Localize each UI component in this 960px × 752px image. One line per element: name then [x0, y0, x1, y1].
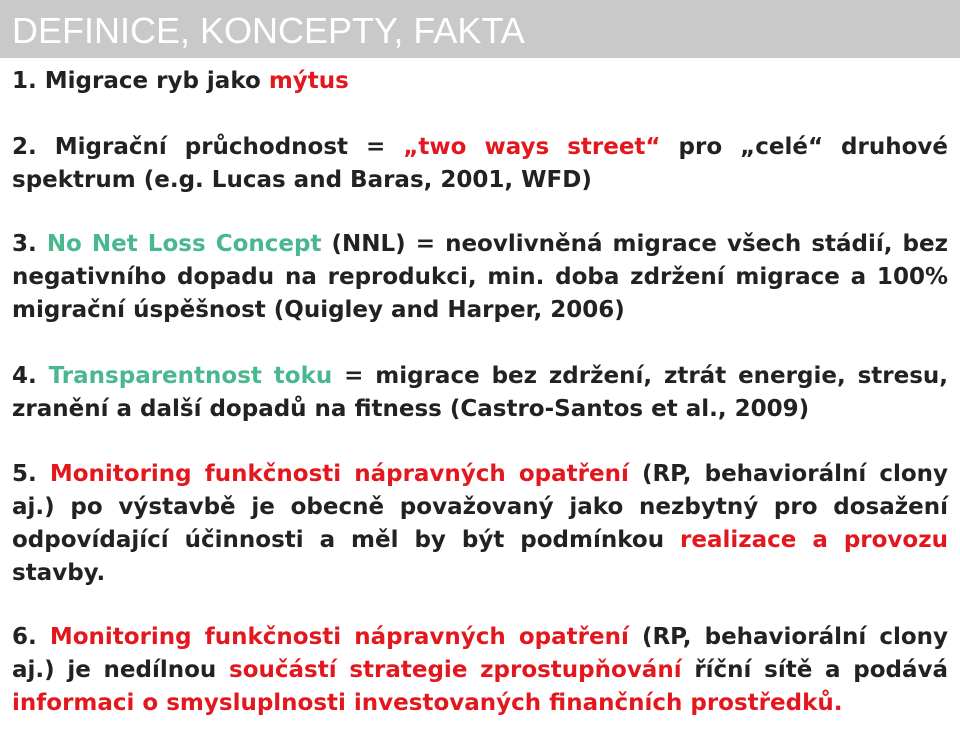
item-highlight: Monitoring funkčnosti nápravných opatření [49, 624, 629, 650]
list-item-5 [12, 458, 948, 590]
item-highlight: mýtus [268, 68, 349, 94]
item-number: 5. [12, 461, 37, 487]
list-item-1 [12, 65, 948, 98]
list-item-3 [12, 228, 948, 327]
item-text: = migrace bez zdržení, ztrát energie, stresu, zranění a další dopadů na fitness (Castro-Santos et al., 2009) [12, 363, 948, 422]
title-bar [0, 0, 960, 58]
page-title: DEFINICE, KONCEPTY, FAKTA [12, 10, 525, 51]
item-highlight: Monitoring funkčnosti nápravných opatření [49, 461, 629, 487]
item-number: 2. [12, 134, 37, 160]
item-highlight: Transparentnost toku [48, 363, 333, 389]
item-number: 3. [12, 231, 37, 257]
item-highlight: informaci o smysluplnosti investovaných finančních prostředků. [12, 690, 843, 716]
item-highlight: No Net Loss Concept [46, 231, 322, 257]
item-number: 6. [12, 624, 37, 650]
item-text: říční sítě a podává [694, 657, 949, 683]
item-text: (RP, behaviorální clony aj.) je nedílnou [12, 624, 949, 683]
item-text: (RP, behaviorální clony aj.) po výstavbě je obecně považovaný jako nezbytný pro dosažení odpovídající účinnosti a měl by být podmínkou [12, 461, 949, 553]
list-item-4 [12, 360, 948, 426]
item-number: 1. [12, 68, 37, 94]
list-item-6 [12, 621, 948, 720]
item-text: Migrace ryb jako [44, 68, 261, 94]
item-highlight: součástí strategie zprostupňování [229, 657, 682, 683]
item-highlight: realizace a provozu [680, 527, 948, 553]
item-number: 4. [12, 363, 37, 389]
item-text: pro „celé“ druhové spektrum (e.g. Lucas and Baras, 2001, WFD) [12, 134, 949, 193]
item-text: Migrační průchodnost = [54, 134, 386, 160]
list-item-2 [12, 131, 948, 197]
item-text: (NNL) = neovlivněná migrace všech stádií, bez negativního dopadu na reprodukci, min. doba zdržení migrace a 100% migrační úspěšnost (Quigley and Harper, 2006) [12, 231, 948, 323]
item-text: stavby. [12, 560, 106, 586]
item-highlight: „two ways street“ [403, 134, 661, 160]
